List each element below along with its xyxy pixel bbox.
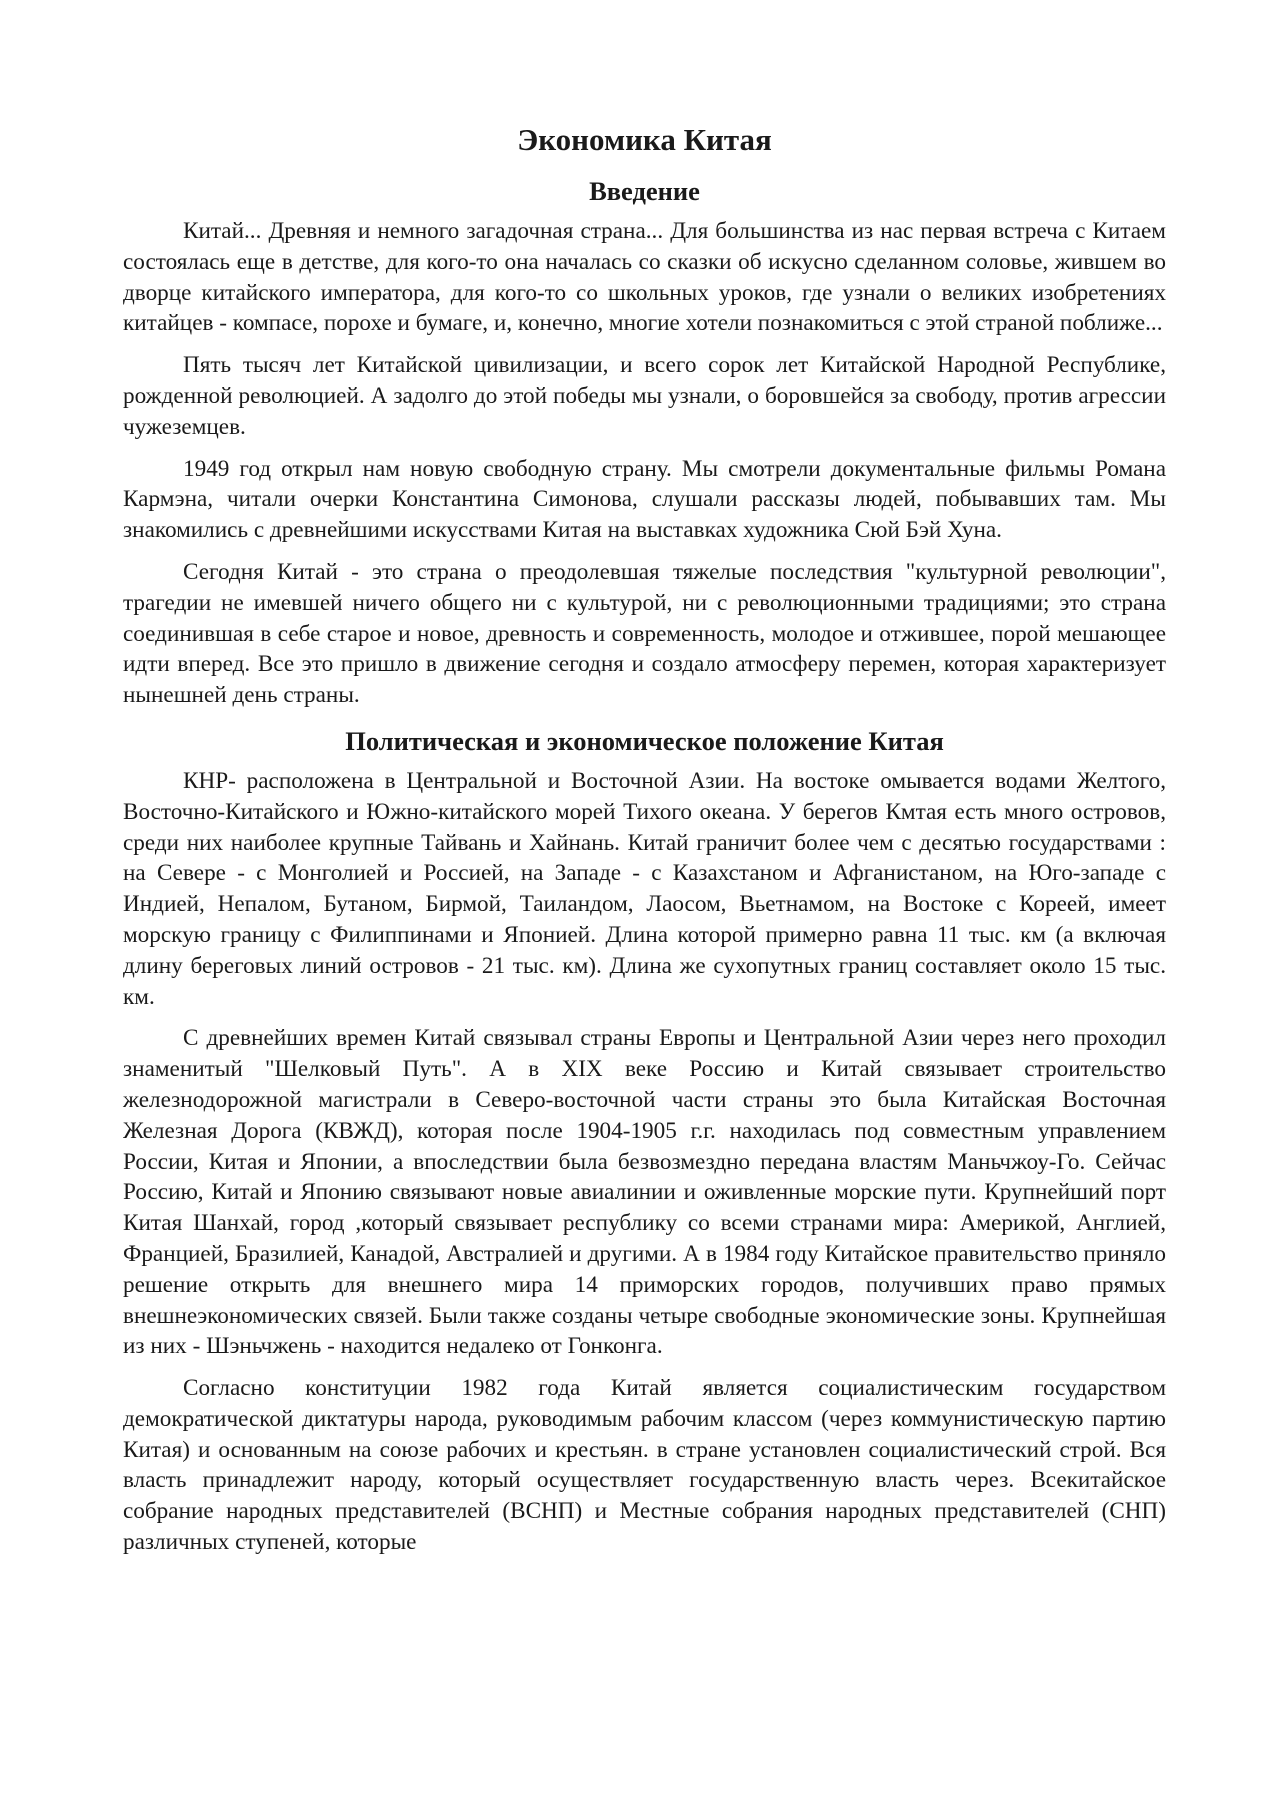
paragraph: Сегодня Китай - это страна о преодолевшая тяжелые последствия "культурной революции", трагедии не имевшей ничего общего ни с культурой, ни с революционными традициями; это страна соединившая в себе старое и новое, древность и современность, молодое и отжившее, порой мешающее идти вперед. Все это пришло в движение сегодня и создало атмосферу перемен, которая характеризует нынешней день страны.: [123, 558, 1166, 709]
section-heading-political-economic: Политическая и экономическое положение Китая: [345, 725, 944, 756]
section-heading-introduction: Введение: [589, 176, 700, 206]
paragraph: С древнейших времен Китай связывал страны Европы и Центральной Азии через него проходил знаменитый "Шелковый Путь". А в XIX веке Россию и Китай связывает строительство железнодорожной магистрали в Северо-восточной части страны это была Китайская Восточная Железная Дорога (КВЖД), которая после 1904-1905 г.г. находилась под совместным управлением России, Китая и Японии, а впоследствии была безвозмездно передана властям Маньчжоу-Го. Сейчас Россию, Китай и Японию связывают новые авиалинии и оживленные морские пути. Крупнейший порт Китая Шанхай, город ,который связывает республику со всеми странами мира: Америкой, Англией, Францией, Бразилией, Канадой, Австралией и другими. А в 1984 году Китайское правительство приняло решение открыть для внешнего мира 14 приморских городов, получивших право прямых внешнеэкономических связей. Были также созданы четыре свободные экономические зоны. Крупнейшая из них - Шэньчжень - находится недалеко от Гонконга.: [123, 1025, 1166, 1360]
section-introduction: [123, 172, 1166, 711]
paragraph: Пять тысяч лет Китайской цивилизации, и всего сорок лет Китайской Народной Республике, рожденной революцией. А задолго до этой победы мы узнали, о боровшейся за свободу, против агрессии чужеземцев.: [123, 352, 1166, 440]
paragraph: КНР- расположена в Центральной и Восточной Азии. На востоке омывается водами Желтого, Восточно-Китайского и Южно-китайского морей Тихого океана. У берегов Кмтая есть много островов, среди них наиболее крупные Тайвань и Хайнань. Китай граничит более чем с десятью государствами : на Севере - с Монголией и Россией, на Западе - с Казахстаном и Афганистаном, на Юго-западе с Индией, Непалом, Бутаном, Бирмой, Таиландом, Лаосом, Вьетнамом, на Востоке с Кореей, имеет морскую границу с Филиппинами и Японией. Длина которой примерно равна 11 тыс. км (а включая длину береговых линий островов - 21 тыс. км). Длина же сухопутных границ составляет около 15 тыс. км.: [123, 767, 1166, 1010]
paragraph: Китай... Древняя и немного загадочная страна... Для большинства из нас первая встреча с Китаем состоялась еще в детстве, для кого-то она началась со сказки об искусно сделанном соловье, жившем во дворце китайского императора, для кого-то со школьных уроков, где узнали о великих изобретениях китайцев - компасе, порохе и бумаге, и, конечно, многие хотели познакомиться с этой страной поближе...: [123, 218, 1166, 337]
document-title: Экономика Китая: [517, 122, 772, 157]
section-political-economic: [123, 722, 1166, 1558]
document-page: [123, 118, 1166, 1569]
paragraph: 1949 год открыл нам новую свободную страну. Мы смотрели документальные фильмы Романа Кармэна, читали очерки Константина Симонова, слушали рассказы людей, побывавших там. Мы знакомились с древнейшими искусствами Китая на выставках художника Сюй Бэй Хуна.: [123, 455, 1166, 544]
paragraph: Согласно конституции 1982 года Китай является социалистическим государством демократической диктатуры народа, руководимым рабочим классом (через коммунистическую партию Китая) и основанным на союзе рабочих и крестьян. в стране установлен социалистический строй. Вся власть принадлежит народу, который осуществляет государственную власть через. Всекитайское собрание народных представителей (ВСНП) и Местные собрания народных представителей (СНП) различных ступеней, которые: [123, 1375, 1166, 1556]
